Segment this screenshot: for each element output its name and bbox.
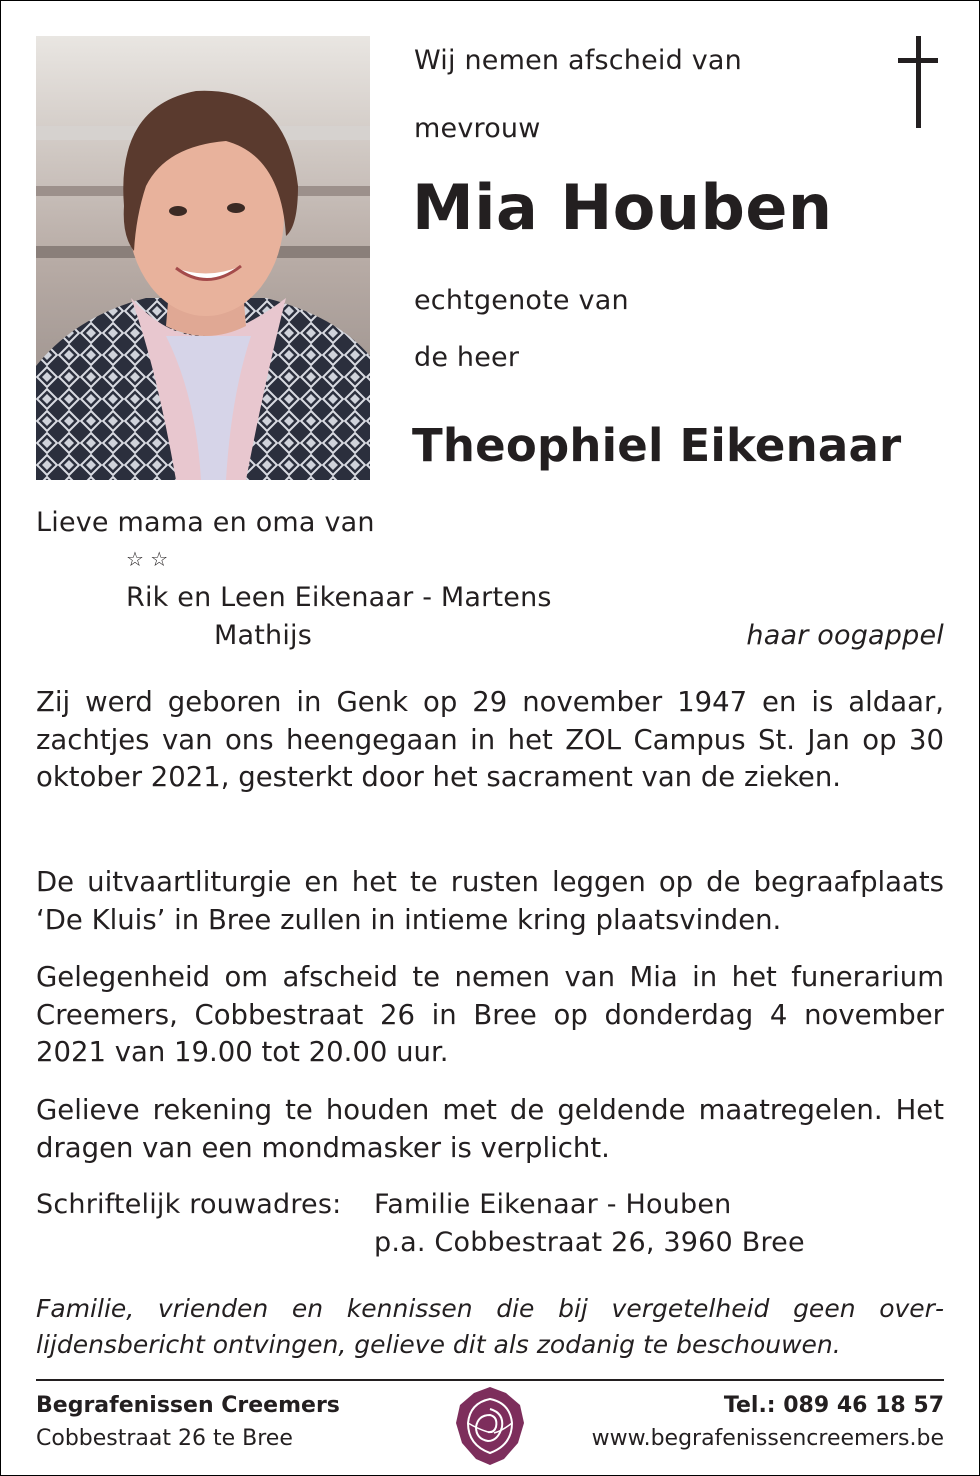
address-line-1: Familie Eikenaar - Houben	[374, 1189, 732, 1220]
deceased-name: Mia Houben	[412, 171, 833, 244]
relation-line-1: echtgenote van	[414, 285, 629, 316]
grandchild-name: Mathijs	[214, 620, 313, 651]
farewell-paragraph: Gelegenheid om afscheid te nemen van Mia in het funerarium Creemers, Cobbestraat 26 in Bree op donderdag 4 november 2021 van 19.00 tot 20.00 uur.	[36, 961, 944, 1068]
address-line-2: p.a. Cobbestraat 26, 3960 Bree	[374, 1227, 805, 1258]
intro-text: Wij nemen afscheid van	[414, 45, 742, 76]
funeral-paragraph: De uitvaartliturgie en het te rusten leggen op de begraafplaats ‘De Kluis’ in Bree zullen in intieme kring plaatsvinden.	[36, 866, 944, 936]
company-phone: Tel.: 089 46 18 57	[723, 1393, 944, 1418]
spouse-name: Theophiel Eikenaar	[412, 419, 902, 472]
birth-death-paragraph: Zij werd geboren in Genk op 29 november 1947 en is aldaar, zachtjes van ons heengegaan in het ZOL Campus St. Jan op 30 oktober 2021, gesterkt door het sacrament van de zieken.	[36, 686, 944, 793]
rose-logo	[454, 1385, 526, 1467]
footer-divider	[36, 1379, 944, 1381]
measures-paragraph: Gelieve rekening te houden met de geldende maatregelen. Het dragen van een mondmasker is verplicht.	[36, 1094, 944, 1164]
stars-icon: ☆ ☆	[126, 547, 169, 571]
company-address: Cobbestraat 26 te Bree	[36, 1426, 293, 1451]
title-text: mevrouw	[414, 113, 541, 144]
company-name: Begrafenissen Creemers	[36, 1393, 340, 1418]
relation-line-2: de heer	[414, 342, 520, 373]
notice-text: Familie, vrienden en kennissen die bij vergetelheid geen overlijdensbericht ontvingen, gelieve dit als zodanig te beschouwen.	[36, 1294, 944, 1359]
portrait-photo	[36, 36, 370, 480]
grandchild-note: haar oogappel	[746, 620, 944, 651]
children-names: Rik en Leen Eikenaar - Martens	[126, 582, 552, 613]
address-label: Schriftelijk rouwadres:	[36, 1189, 342, 1220]
cross-icon	[898, 36, 938, 128]
family-heading: Lieve mama en oma van	[36, 507, 375, 538]
company-website: www.begrafenissencreemers.be	[591, 1426, 944, 1451]
